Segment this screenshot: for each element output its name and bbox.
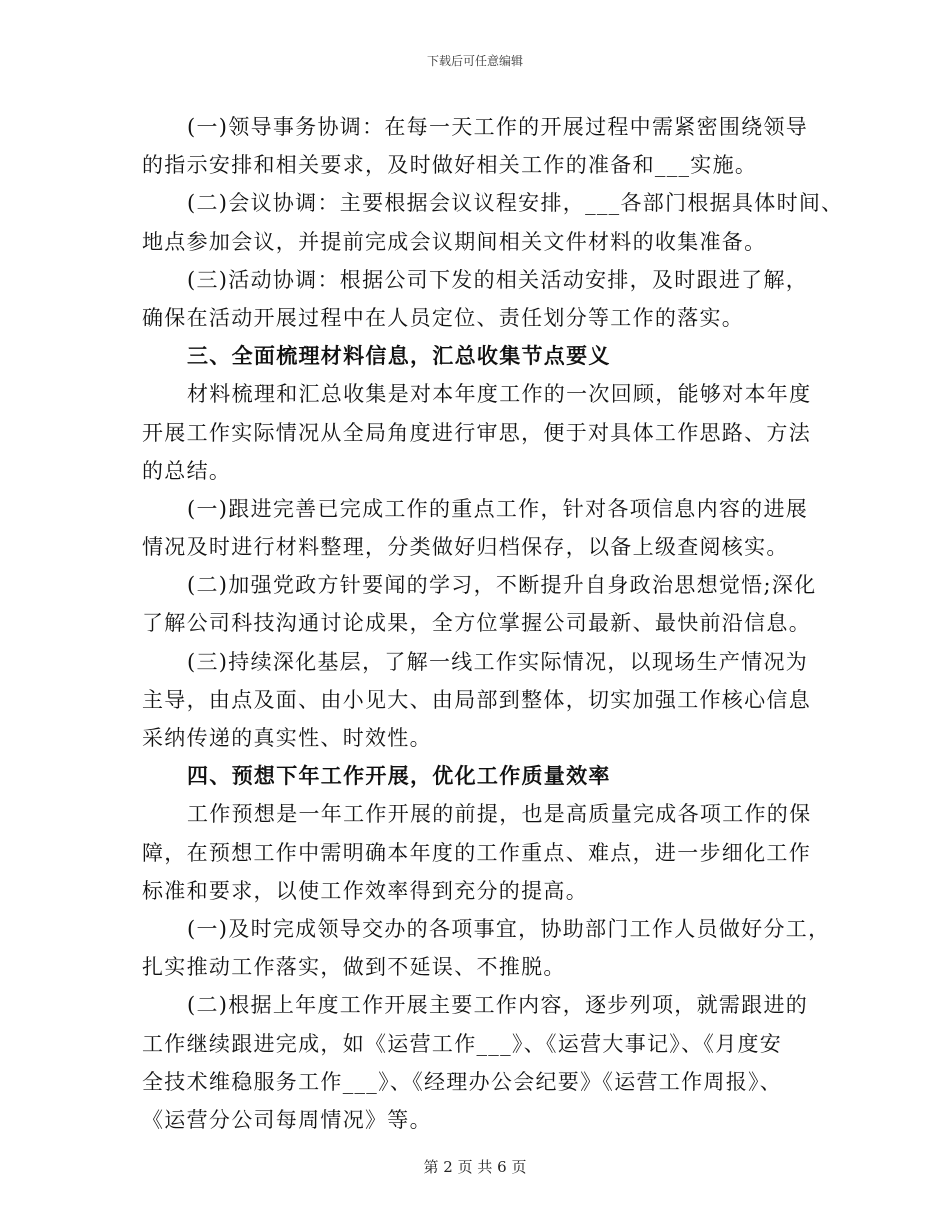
paragraph-line: (二)会议协调：主要根据会议议程安排，___各部门根据具体时间、 <box>187 191 844 216</box>
paragraph-line: (三)活动协调：根据公司下发的相关活动安排，及时跟进了解， <box>187 267 809 292</box>
section-heading: 四、预想下年工作开展，优化工作质量效率 <box>187 763 611 789</box>
page-header: 下载后可任意编辑 <box>426 54 523 68</box>
paragraph-line: 工作继续跟进完成，如《运营工作___》、《运营大事记》、《月度安 <box>142 1031 783 1056</box>
paragraph-line: 情况及时进行材料整理，分类做好归档保存，以备上级查阅核实。 <box>142 535 789 560</box>
paragraph-line: (二)根据上年度工作开展主要工作内容，逐步列项，就需跟进的 <box>187 993 809 1018</box>
page-footer: 第 2 页 共 6 页 <box>423 1158 527 1176</box>
paragraph-line: 了解公司科技沟通讨论成果，全方位掌握公司最新、最快前沿信息。 <box>142 611 811 636</box>
paragraph-line: 标准和要求，以使工作效率得到充分的提高。 <box>142 878 588 903</box>
paragraph-line: 确保在活动开展过程中在人员定位、责任划分等工作的落实。 <box>142 305 745 330</box>
paragraph-line: (一)领导事务协调：在每一天工作的开展过程中需紧密围绕领导 <box>187 115 809 139</box>
paragraph-line: 开展工作实际情况从全局角度进行审思，便于对具体工作思路、方法 <box>142 420 811 445</box>
paragraph-line: 的指示安排和相关要求，及时做好相关工作的准备和___实施。 <box>142 153 758 178</box>
section-heading: 三、全面梳理材料信息，汇总收集节点要义 <box>187 343 611 369</box>
paragraph-line: 全技术维稳服务工作___》、《经理办公会纪要》《运营工作周报》、 <box>142 1069 783 1094</box>
paragraph-line: 工作预想是一年工作开展的前提，也是高质量完成各项工作的保 <box>187 802 812 827</box>
paragraph-line: (一)跟进完善已完成工作的重点工作，针对各项信息内容的进展 <box>187 496 809 521</box>
paragraph-line: 主导，由点及面、由小见大、由局部到整体，切实加强工作核心信息 <box>142 687 811 712</box>
paragraph-line: (一)及时完成领导交办的各项事宜，协助部门工作人员做好分工， <box>187 916 831 941</box>
paragraph-line: 材料梳理和汇总收集是对本年度工作的一次回顾，能够对本年度 <box>187 382 812 407</box>
paragraph-line: 的总结。 <box>142 458 232 483</box>
paragraph-line: 障，在预想工作中需明确本年度的工作重点、难点，进一步细化工作 <box>142 840 811 865</box>
paragraph-line: 《运营分公司每周情况》等。 <box>142 1107 432 1132</box>
paragraph-line: (二)加强党政方针要闻的学习，不断提升自身政治思想觉悟;深化 <box>187 573 817 598</box>
paragraph-line: 采纳传递的真实性、时效性。 <box>142 726 432 750</box>
document-body <box>142 108 844 1139</box>
paragraph-line: 地点参加会议，并提前完成会议期间相关文件材料的收集准备。 <box>142 229 767 254</box>
paragraph-line: 扎实推动工作落实，做到不延误、不推脱。 <box>142 955 566 980</box>
paragraph-line: (三)持续深化基层，了解一线工作实际情况，以现场生产情况为 <box>187 649 809 674</box>
